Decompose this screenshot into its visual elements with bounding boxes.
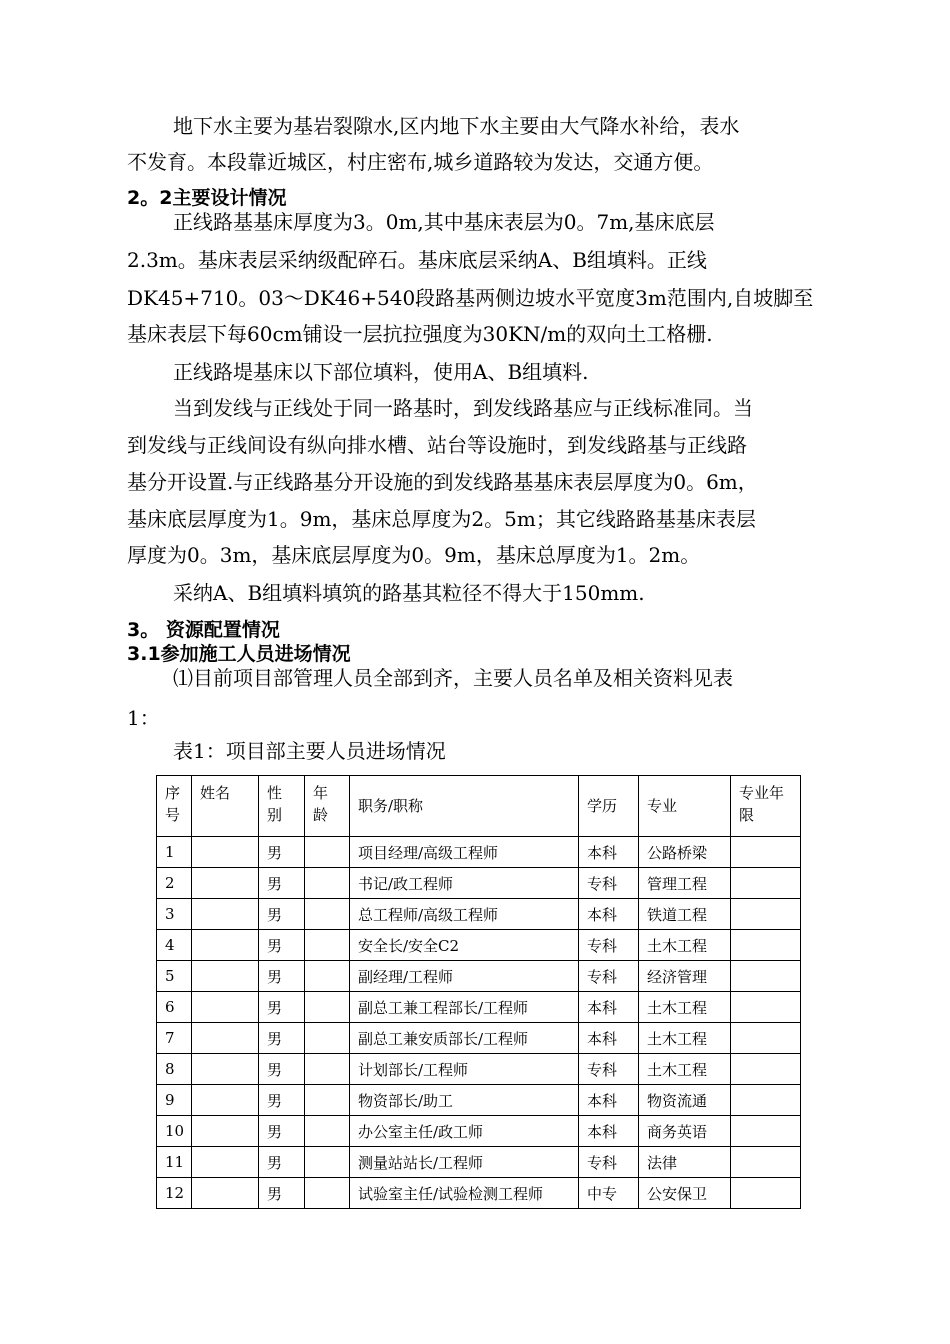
- header-name: 姓名: [192, 776, 259, 837]
- cell-years: [731, 992, 801, 1023]
- cell-years: [731, 1147, 801, 1178]
- cell-education: 本科: [579, 899, 639, 930]
- cell-seq: 7: [157, 1023, 192, 1054]
- cell-education: 专科: [579, 930, 639, 961]
- paragraph-line: 正线路基基床厚度为3。0m,其中基床表层为0。7m,基床底层: [173, 210, 715, 234]
- cell-age: [305, 837, 350, 868]
- cell-gender: 男: [259, 1116, 305, 1147]
- header-major: 专业: [639, 776, 731, 837]
- paragraph-line: 到发线与正线间设有纵向排水槽、站台等设施时，到发线路基与正线路: [127, 433, 747, 457]
- cell-gender: 男: [259, 868, 305, 899]
- table-row: [157, 961, 801, 992]
- table-row: [157, 868, 801, 899]
- cell-age: [305, 1178, 350, 1209]
- table-row: [157, 1054, 801, 1085]
- cell-seq: 5: [157, 961, 192, 992]
- cell-seq: 11: [157, 1147, 192, 1178]
- cell-name: [192, 837, 259, 868]
- table-row: [157, 930, 801, 961]
- cell-major: 土木工程: [639, 1054, 731, 1085]
- header-education: 学历: [579, 776, 639, 837]
- cell-name: [192, 1085, 259, 1116]
- cell-gender: 男: [259, 899, 305, 930]
- cell-age: [305, 868, 350, 899]
- cell-position: 副经理/工程师: [350, 961, 579, 992]
- paragraph-line: 当到发线与正线处于同一路基时，到发线路基应与正线标准同。当: [173, 396, 753, 420]
- cell-years: [731, 1116, 801, 1147]
- table-row: [157, 992, 801, 1023]
- cell-major: 公安保卫: [639, 1178, 731, 1209]
- cell-education: 中专: [579, 1178, 639, 1209]
- cell-age: [305, 1116, 350, 1147]
- cell-position: 总工程师/高级工程师: [350, 899, 579, 930]
- cell-education: 本科: [579, 837, 639, 868]
- table-row: [157, 837, 801, 868]
- cell-position: 试验室主任/试验检测工程师: [350, 1178, 579, 1209]
- cell-age: [305, 992, 350, 1023]
- cell-major: 法律: [639, 1147, 731, 1178]
- paragraph-line: 地下水主要为基岩裂隙水,区内地下水主要由大气降水补给，表水: [173, 114, 740, 138]
- cell-age: [305, 961, 350, 992]
- cell-major: 经济管理: [639, 961, 731, 992]
- table-row: [157, 1116, 801, 1147]
- cell-education: 专科: [579, 961, 639, 992]
- cell-age: [305, 1147, 350, 1178]
- cell-position: 副总工兼安质部长/工程师: [350, 1023, 579, 1054]
- cell-years: [731, 899, 801, 930]
- cell-position: 项目经理/高级工程师: [350, 837, 579, 868]
- header-seq: 序 号: [157, 776, 192, 837]
- table-row: [157, 1147, 801, 1178]
- cell-position: 计划部长/工程师: [350, 1054, 579, 1085]
- cell-seq: 12: [157, 1178, 192, 1209]
- cell-name: [192, 1178, 259, 1209]
- paragraph-line: 基床表层下每60cm铺设一层抗拉强度为30KN/m的双向土工格栅.: [127, 322, 713, 346]
- cell-education: 本科: [579, 1023, 639, 1054]
- cell-major: 管理工程: [639, 868, 731, 899]
- cell-gender: 男: [259, 1147, 305, 1178]
- paragraph-line: 1：: [127, 706, 160, 730]
- paragraph-line: DK45+710。03～DK46+540段路基两侧边坡水平宽度3m范围内,自坡脚至: [127, 286, 814, 310]
- cell-position: 安全长/安全C2: [350, 930, 579, 961]
- cell-name: [192, 1147, 259, 1178]
- cell-position: 副总工兼工程部长/工程师: [350, 992, 579, 1023]
- header-years: 专业年 限: [731, 776, 801, 837]
- cell-gender: 男: [259, 837, 305, 868]
- cell-seq: 4: [157, 930, 192, 961]
- cell-years: [731, 1054, 801, 1085]
- cell-age: [305, 1023, 350, 1054]
- cell-name: [192, 868, 259, 899]
- cell-position: 书记/政工程师: [350, 868, 579, 899]
- header-age: 年 龄: [305, 776, 350, 837]
- cell-gender: 男: [259, 1178, 305, 1209]
- cell-education: 本科: [579, 1085, 639, 1116]
- table-row: [157, 1023, 801, 1054]
- section-heading-2-2: 2。2主要设计情况: [127, 187, 287, 209]
- table-row: [157, 1085, 801, 1116]
- cell-name: [192, 930, 259, 961]
- table-caption: 表1：项目部主要人员进场情况: [173, 739, 446, 763]
- cell-education: 专科: [579, 1147, 639, 1178]
- cell-education: 本科: [579, 1116, 639, 1147]
- cell-major: 土木工程: [639, 992, 731, 1023]
- cell-age: [305, 899, 350, 930]
- cell-name: [192, 899, 259, 930]
- cell-education: 专科: [579, 868, 639, 899]
- cell-major: 商务英语: [639, 1116, 731, 1147]
- cell-gender: 男: [259, 961, 305, 992]
- cell-years: [731, 1023, 801, 1054]
- table-row: [157, 1178, 801, 1209]
- section-heading-3-1: 3.1参加施工人员进场情况: [127, 643, 351, 665]
- cell-seq: 3: [157, 899, 192, 930]
- cell-seq: 6: [157, 992, 192, 1023]
- cell-major: 公路桥梁: [639, 837, 731, 868]
- cell-major: 铁道工程: [639, 899, 731, 930]
- cell-years: [731, 961, 801, 992]
- cell-name: [192, 1023, 259, 1054]
- paragraph-line: 基床底层厚度为1。9m，基床总厚度为2。5m；其它线路路基基床表层: [127, 507, 756, 531]
- paragraph-line: 厚度为0。3m，基床底层厚度为0。9m，基床总厚度为1。2m。: [127, 543, 701, 567]
- cell-name: [192, 992, 259, 1023]
- table-row: [157, 899, 801, 930]
- cell-education: 本科: [579, 992, 639, 1023]
- cell-years: [731, 930, 801, 961]
- cell-education: 专科: [579, 1054, 639, 1085]
- cell-age: [305, 1054, 350, 1085]
- cell-position: 物资部长/助工: [350, 1085, 579, 1116]
- cell-seq: 9: [157, 1085, 192, 1116]
- cell-seq: 2: [157, 868, 192, 899]
- cell-position: 办公室主任/政工师: [350, 1116, 579, 1147]
- paragraph-line: 采纳A、B组填料填筑的路基其粒径不得大于150mm.: [173, 581, 645, 605]
- cell-gender: 男: [259, 1085, 305, 1116]
- cell-years: [731, 1085, 801, 1116]
- header-position: 职务/职称: [350, 776, 579, 837]
- personnel-table: [156, 775, 801, 1209]
- cell-name: [192, 1116, 259, 1147]
- cell-years: [731, 837, 801, 868]
- cell-seq: 1: [157, 837, 192, 868]
- cell-gender: 男: [259, 992, 305, 1023]
- paragraph-line: ⑴目前项目部管理人员全部到齐，主要人员名单及相关资料见表: [173, 666, 733, 690]
- cell-major: 土木工程: [639, 1023, 731, 1054]
- cell-years: [731, 1178, 801, 1209]
- cell-name: [192, 1054, 259, 1085]
- cell-position: 测量站站长/工程师: [350, 1147, 579, 1178]
- cell-major: 土木工程: [639, 930, 731, 961]
- paragraph-line: 基分开设置.与正线路基分开设施的到发线路基基床表层厚度为0。6m，: [127, 470, 758, 494]
- cell-age: [305, 1085, 350, 1116]
- cell-age: [305, 930, 350, 961]
- cell-major: 物资流通: [639, 1085, 731, 1116]
- cell-seq: 10: [157, 1116, 192, 1147]
- table-header-row: [157, 776, 801, 837]
- header-gender: 性 别: [259, 776, 305, 837]
- paragraph-line: 正线路堤基床以下部位填料，使用A、B组填料.: [173, 360, 589, 384]
- paragraph-line: 不发育。本段靠近城区，村庄密布,城乡道路较为发达，交通方便。: [127, 150, 714, 174]
- section-heading-3: 3。 资源配置情况: [127, 619, 280, 641]
- cell-seq: 8: [157, 1054, 192, 1085]
- cell-gender: 男: [259, 1054, 305, 1085]
- cell-name: [192, 961, 259, 992]
- cell-gender: 男: [259, 1023, 305, 1054]
- paragraph-line: 2.3m。基床表层采纳级配碎石。基床底层采纳A、B组填料。正线: [127, 248, 707, 272]
- cell-years: [731, 868, 801, 899]
- cell-gender: 男: [259, 930, 305, 961]
